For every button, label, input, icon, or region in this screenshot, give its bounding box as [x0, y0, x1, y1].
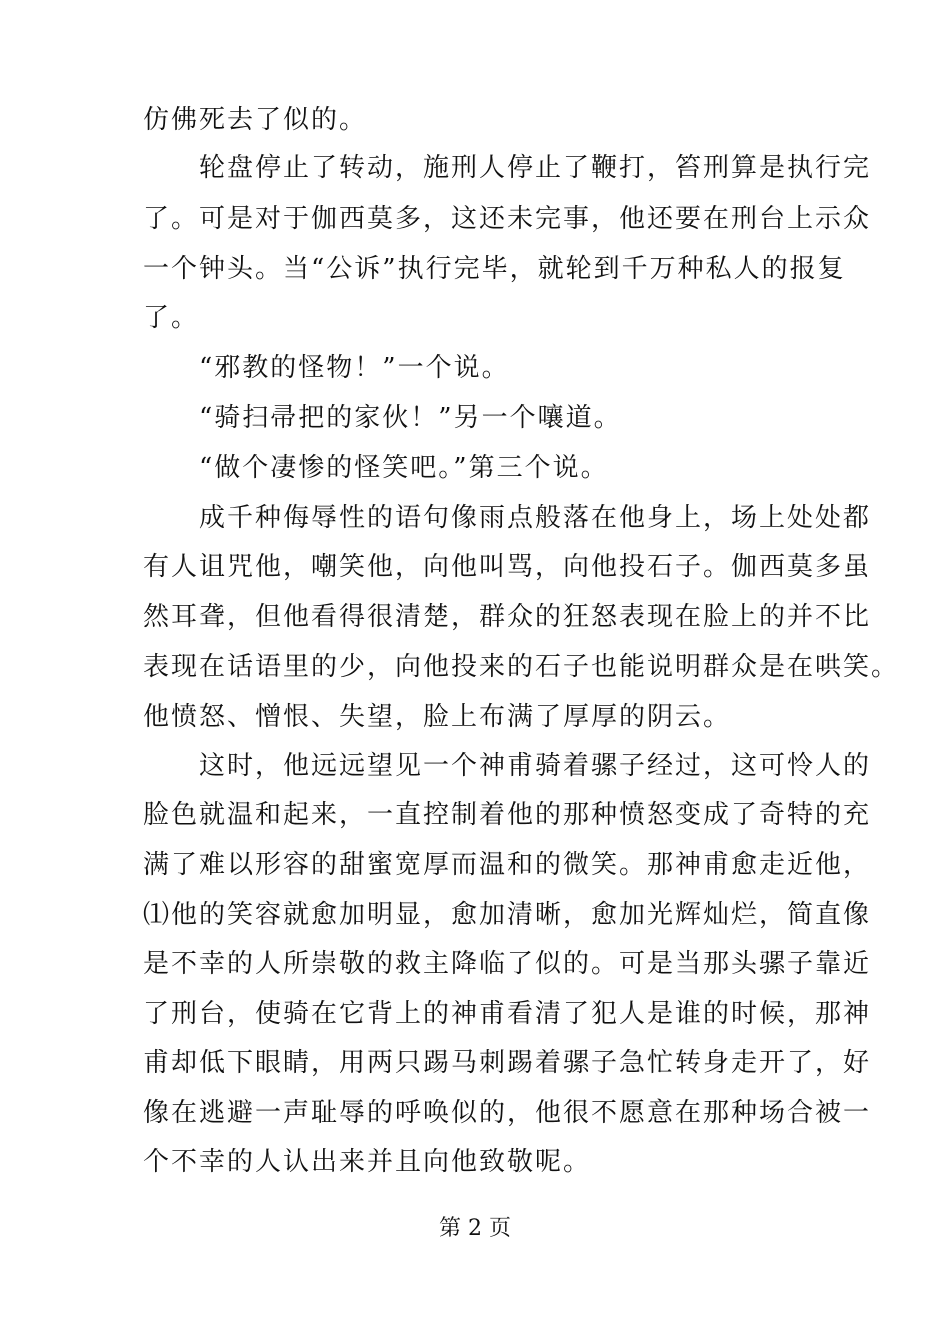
- text-line: 轮盘停止了转动，施刑人停止了鞭打，笞刑算是执行完: [143, 153, 872, 183]
- text-line: 甫却低下眼睛，用两只踢马刺踢着骡子急忙转身走开了，好: [143, 1048, 872, 1078]
- text-line: 表现在话语里的少，向他投来的石子也能说明群众是在哄笑。: [143, 652, 900, 682]
- text-line: 个不幸的人认出来并且向他致敬呢。: [143, 1147, 592, 1177]
- text-line: 他愤怒、憎恨、失望，脸上布满了厚厚的阴云。: [143, 702, 732, 732]
- text-line: 这时，他远远望见一个神甫骑着骡子经过，这可怜人的: [143, 751, 872, 781]
- text-line: 是不幸的人所崇敬的救主降临了似的。可是当那头骡子靠近: [143, 949, 872, 979]
- text-line: 成千种侮辱性的语句像雨点般落在他身上，场上处处都: [143, 503, 872, 533]
- text-line: 脸色就温和起来，一直控制着他的那种愤怒变成了奇特的充: [143, 800, 872, 830]
- text-line: 满了难以形容的甜蜜宽厚而温和的微笑。那神甫愈走近他，: [143, 850, 872, 880]
- text-line: 一个钟头。当“公诉”执行完毕，就轮到千万种私人的报复: [143, 254, 846, 284]
- text-line: 了。可是对于伽西莫多，这还未完事，他还要在刑台上示众: [143, 204, 872, 234]
- text-line: “骑扫帚把的家伙！”另一个嚷道。: [143, 403, 622, 433]
- text-line: ⑴他的笑容就愈加明显，愈加清晰，愈加光辉灿烂，简直像: [143, 900, 872, 930]
- text-line: 有人诅咒他，嘲笑他，向他叫骂，向他投石子。伽西莫多虽: [143, 552, 872, 582]
- text-line: 了。: [143, 303, 200, 333]
- text-line: 仿佛死去了似的。: [143, 105, 368, 135]
- text-line: “邪教的怪物！”一个说。: [143, 353, 510, 383]
- page-number: 第 2 页: [439, 1216, 511, 1241]
- text-line: 然耳聋，但他看得很清楚，群众的狂怒表现在脸上的并不比: [143, 602, 872, 632]
- text-line: 了刑台，使骑在它背上的神甫看清了犯人是谁的时候，那神: [143, 999, 872, 1029]
- text-line: “做个凄惨的怪笑吧。”第三个说。: [143, 453, 609, 483]
- text-line: 像在逃避一声耻辱的呼唤似的，他很不愿意在那种场合被一: [143, 1098, 872, 1128]
